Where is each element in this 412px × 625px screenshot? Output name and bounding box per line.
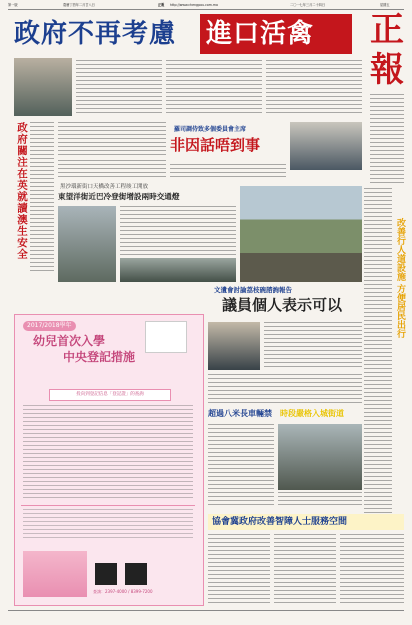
ad-title-2: 中央登記措施 (63, 350, 136, 364)
vehicle-caption (278, 492, 362, 508)
ad-qr-code-1[interactable] (95, 563, 117, 585)
ad-logo-icon (145, 321, 187, 353)
vehicle-title: 超過八米長車輛禁 (208, 409, 272, 418)
left-vertical-headline: 政府關注在英就讀澳生安全 (16, 122, 28, 260)
lunar-date: 農曆丁酉年二月廿八日 (63, 3, 95, 7)
ad-badge: 2017/2018學年 (23, 321, 76, 331)
ad-hotline: 查詢：2397-4000 / 8399-7200 (93, 589, 153, 594)
traffic-photo-2 (120, 258, 236, 282)
vehicle-headline (208, 408, 362, 422)
traffic-headline (58, 184, 236, 204)
left-story-text (30, 122, 54, 274)
logo-char-1: 正 (370, 10, 404, 50)
ad-qr-code-2[interactable] (125, 563, 147, 585)
vehicle-title-highlight: 時段嚴格入城街道 (280, 409, 344, 418)
opinion-title: 議員個人表示可以 (222, 296, 343, 314)
ad-title-1: 幼兒首次入學 (33, 334, 106, 348)
top-bar (8, 3, 404, 10)
opinion-subhead: 文遺會討論荔枝碗諮詢報告 (214, 286, 292, 294)
weekday: 星期五 (380, 3, 390, 7)
traffic-subhead: 黑沙環新街口天橋改善工程竣工開放 (60, 184, 149, 190)
smart-title: 協會冀政府改善智障人士服務空間 (212, 517, 348, 527)
right-column (364, 188, 408, 528)
main-headline (14, 14, 364, 56)
opinion-text-2 (208, 374, 362, 404)
interview-title: 非因話唔到事 (170, 136, 261, 154)
ad-illustration (23, 551, 87, 597)
opinion-text-1 (264, 322, 362, 370)
right-column-text (364, 188, 392, 528)
vehicle-photo (278, 424, 362, 490)
interview-photo (290, 122, 362, 170)
lead-text-2 (166, 60, 262, 116)
interview-text-2 (170, 164, 286, 180)
issue-date: 二〇一七年三月二十四日 (290, 3, 326, 7)
ad-divider (21, 505, 195, 506)
vehicle-text (208, 424, 274, 508)
publisher-info (370, 94, 404, 184)
school-ad (14, 314, 204, 606)
section-label: 第一版 (8, 3, 18, 7)
interview-headline (170, 126, 288, 162)
smart-text-3 (340, 534, 404, 604)
bottom-rule (8, 610, 404, 611)
interview-intro-text (58, 122, 166, 156)
smart-text-2 (274, 534, 336, 604)
headline-part1: 政府不再考慮 (14, 19, 177, 49)
traffic-title: 東望洋街近巴冷登街增設兩時交通燈 (58, 192, 180, 201)
opinion-headline (208, 286, 362, 320)
ad-notes (23, 509, 193, 539)
lead-text-1 (76, 60, 162, 116)
traffic-text (120, 206, 236, 256)
smart-text-1 (208, 534, 270, 604)
lead-photo (14, 58, 72, 116)
site-url[interactable]: http://www.chengpou.com.mo (170, 3, 218, 7)
cityscape-photo (240, 186, 362, 282)
logo-char-2: 報 (370, 50, 404, 90)
headline-part2: 進口活禽 (206, 19, 315, 49)
headline-red-box (200, 14, 352, 54)
interview-text-1 (58, 160, 166, 180)
ad-table (23, 405, 193, 501)
traffic-photo-1 (58, 206, 116, 282)
opinion-photo (208, 322, 260, 370)
lead-text-3 (266, 60, 362, 116)
interview-subhead: 羅司調侍致多個委員會主席 (174, 126, 247, 133)
ad-subbanner: 投向到登記信息「登記證」的查詢 (49, 389, 171, 401)
masthead-small: 正報 (158, 3, 165, 7)
right-vertical-headline: 改善行人道設施 方便居民出行 (395, 218, 405, 339)
smart-headline (208, 514, 404, 530)
